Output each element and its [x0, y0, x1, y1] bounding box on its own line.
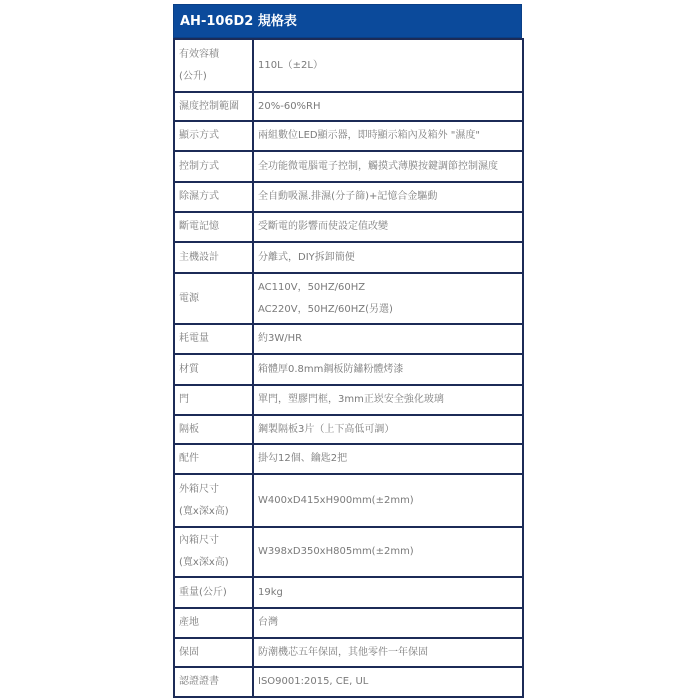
spec-value: 19kg	[258, 586, 283, 598]
table-row	[174, 474, 523, 527]
spec-value-cell	[253, 151, 523, 182]
spec-label-cell	[174, 182, 253, 212]
spec-value-cell	[253, 324, 523, 354]
spec-label: (公升)	[179, 70, 207, 82]
spec-value-cell	[253, 242, 523, 273]
table-row	[174, 638, 523, 667]
spec-label-cell	[174, 151, 253, 182]
spec-label-cell	[174, 608, 253, 638]
spec-sheet	[173, 4, 522, 698]
spec-table-body	[174, 39, 523, 697]
spec-label-cell	[174, 212, 253, 242]
spec-label: 門	[179, 394, 189, 405]
spec-value-cell	[253, 121, 523, 151]
table-row	[174, 354, 523, 385]
spec-value-cell	[253, 385, 523, 415]
spec-label-cell	[174, 92, 253, 121]
table-row	[174, 324, 523, 354]
table-row	[174, 667, 523, 697]
spec-label-cell	[174, 121, 253, 151]
spec-value: 110L（±2L）	[258, 59, 323, 71]
spec-value: W398xD350xH805mm(±2mm)	[258, 546, 414, 557]
spec-value-cell	[253, 527, 523, 577]
table-row	[174, 415, 523, 444]
table-row	[174, 385, 523, 415]
spec-label-cell	[174, 527, 253, 577]
spec-label: 配件	[179, 453, 199, 464]
table-row	[174, 212, 523, 242]
spec-label: 濕度控制範圍	[179, 100, 239, 112]
spec-value: 台灣	[258, 617, 278, 628]
spec-value: 防潮機芯五年保固，其他零件一年保固	[258, 646, 428, 658]
spec-label: 顯示方式	[179, 130, 219, 141]
spec-value-cell	[253, 667, 523, 697]
table-row	[174, 577, 523, 608]
spec-value-cell	[253, 354, 523, 385]
table-row	[174, 121, 523, 151]
table-row	[174, 92, 523, 121]
spec-label: 主機設計	[179, 251, 219, 263]
table-row	[174, 151, 523, 182]
table-row	[174, 242, 523, 273]
spec-label: 重量(公斤)	[179, 586, 227, 598]
spec-value-cell	[253, 182, 523, 212]
spec-label: (寬x深x高)	[179, 557, 229, 568]
spec-value-cell	[253, 92, 523, 121]
spec-value: AC220V，50HZ/60HZ(另選)	[258, 303, 393, 315]
spec-label-cell	[174, 577, 253, 608]
spec-label: 除濕方式	[179, 191, 219, 202]
spec-table-title: AH-106D2 規格表	[173, 4, 522, 38]
table-row	[174, 444, 523, 474]
spec-value: 鋼製隔板3片（上下高低可調）	[258, 423, 395, 435]
spec-value: AC110V，50HZ/60HZ	[258, 281, 366, 293]
spec-label: 認證證書	[179, 676, 219, 687]
spec-label: 保固	[179, 646, 199, 658]
spec-label: 耗電量	[179, 333, 209, 344]
spec-value-cell	[253, 415, 523, 444]
spec-label: 斷電記憶	[179, 221, 219, 232]
spec-value-cell	[253, 577, 523, 608]
spec-label-cell	[174, 385, 253, 415]
table-row	[174, 273, 523, 324]
spec-value: 20%-60%RH	[258, 100, 321, 112]
spec-value-cell	[253, 638, 523, 667]
spec-label-cell	[174, 242, 253, 273]
spec-label: 產地	[179, 617, 199, 628]
spec-label-cell	[174, 444, 253, 474]
spec-value-cell	[253, 212, 523, 242]
spec-value: 全自動吸濕.排濕(分子篩)+記憶合金驅動	[258, 191, 438, 202]
spec-value-cell	[253, 273, 523, 324]
spec-label: 有效容積	[179, 48, 219, 60]
spec-label-cell	[174, 474, 253, 527]
spec-value: 箱體厚0.8mm鋼板防鏽粉體烤漆	[258, 363, 404, 375]
spec-value: 兩組數位LED顯示器，即時顯示箱內及箱外 "濕度"	[258, 130, 480, 141]
spec-label-cell	[174, 39, 253, 92]
spec-value: 單門，塑膠門框，3mm正崁安全強化玻璃	[258, 394, 444, 405]
spec-value-cell	[253, 474, 523, 527]
spec-label-cell	[174, 667, 253, 697]
spec-label: 隔板	[179, 423, 199, 435]
table-row	[174, 39, 523, 92]
table-row	[174, 182, 523, 212]
spec-value: ISO9001:2015, CE, UL	[258, 676, 369, 687]
spec-value-cell	[253, 39, 523, 92]
spec-value: 掛勾12個、鑰匙2把	[258, 453, 348, 464]
spec-value: 受斷電的影響而使設定值改變	[258, 221, 388, 232]
spec-label-cell	[174, 415, 253, 444]
spec-label-cell	[174, 273, 253, 324]
spec-label: 電源	[179, 292, 199, 304]
spec-label: 內箱尺寸	[179, 535, 219, 546]
spec-label-cell	[174, 324, 253, 354]
table-row	[174, 527, 523, 577]
spec-value: 約3W/HR	[258, 333, 303, 344]
spec-value: 全功能微電腦電子控制，觸摸式薄膜按鍵調節控制濕度	[258, 160, 498, 172]
spec-value-cell	[253, 444, 523, 474]
spec-label: 材質	[179, 363, 199, 375]
spec-value: W400xD415xH900mm(±2mm)	[258, 494, 414, 506]
spec-value-cell	[253, 608, 523, 638]
spec-label: 外箱尺寸	[179, 483, 219, 495]
spec-table	[173, 38, 524, 698]
spec-label: 控制方式	[179, 160, 219, 172]
spec-label-cell	[174, 354, 253, 385]
spec-value: 分離式，DIY拆卸簡便	[258, 251, 355, 263]
spec-label-cell	[174, 638, 253, 667]
spec-label: (寬x深x高)	[179, 505, 229, 517]
table-row	[174, 608, 523, 638]
